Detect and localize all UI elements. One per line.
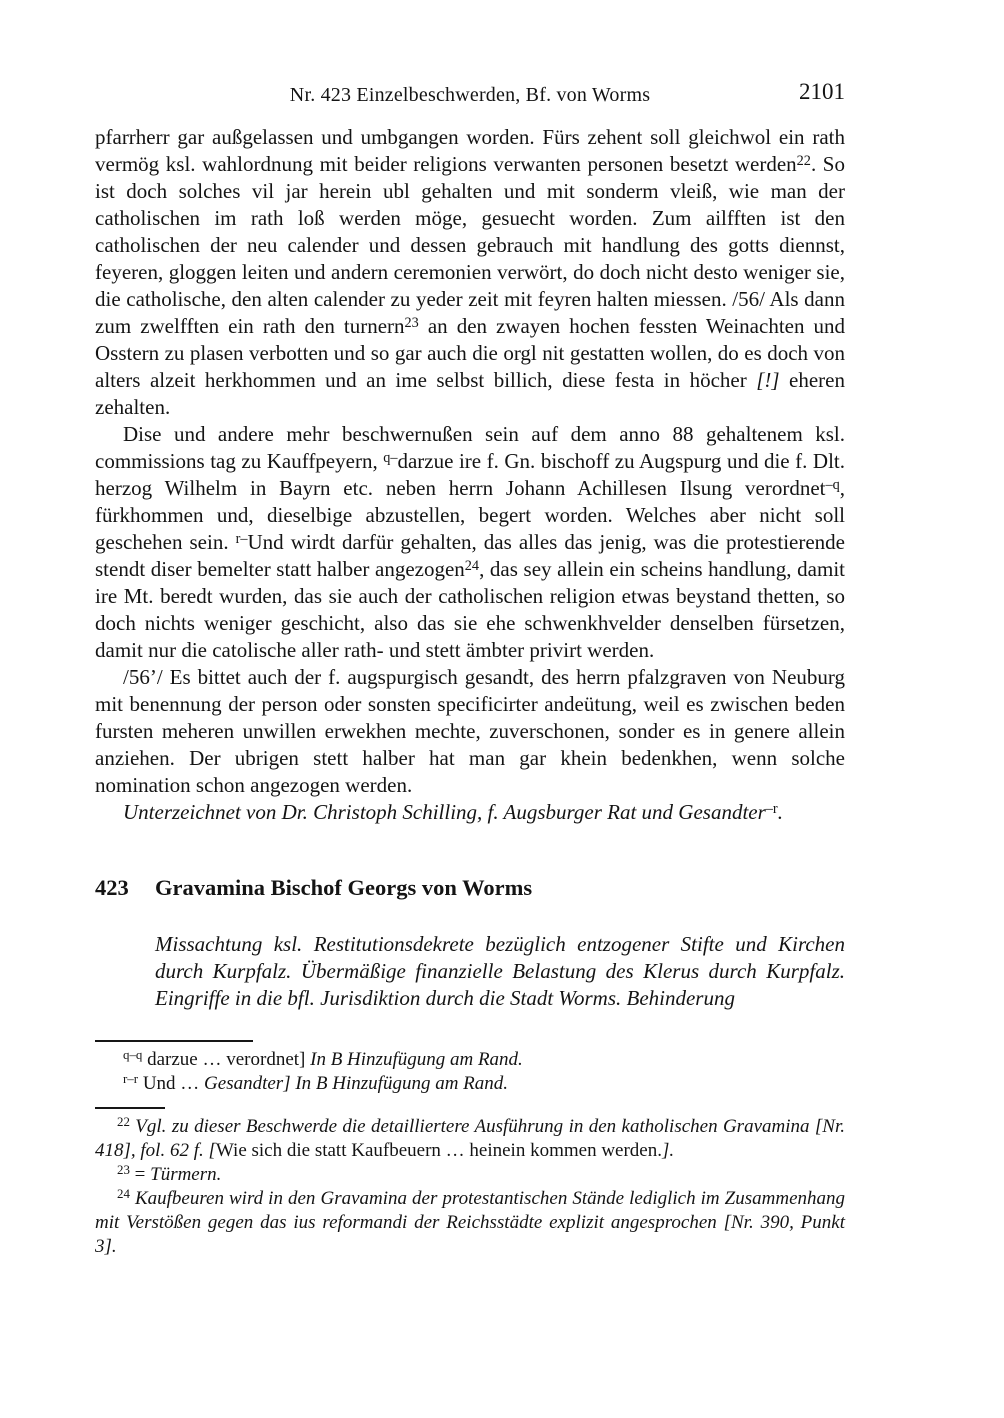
footnote: $^{24}$ Kaufbeuren wird in den Gravamina der protestantischen Stände lediglich im Zusammenhang mit Verstößen gegen das ius reformandi der Reichsstädte explizit angesprochen [Nr. 390, Punkt 3].: [95, 1186, 846, 1257]
body-paragraph: pfarrherr gar außgelassen und umbgangen worden. Fürs zehent soll gleichwol ein rath vermög ksl. wahlordnung mit beider religions verwanten personen besetzt werden$^{22}$. So ist doch solches vil jar herein ubl gehalten und mit sonderm vleiß, wie man der catholischen im rath loß werden möge, gesuecht worden. Zum ailfften ist den catholischen der neu calender und dessen gebrauch mit handlung des gotts diennst, feyeren, gloggen leiten und andern ceremonien verwört, do doch nicht desto weniger sie, die catholische, den alten calender zu yeder zeit mit feyren halten miessen. /56/ Als dann zum zwelfften ein rath den turnern$^{23}$ an den zwayen hochen fessten Weinachten und Osstern zu plasen verbotten und so gar auch die orgl nit gestatten wollen, do es doch von alters alzeit herkhommen und an ime selbst billich, diese festa in höcher [!] eheren zehalten.: [95, 125, 846, 419]
section-title: Gravamina Bischof Georgs von Worms: [155, 875, 533, 900]
footnote-divider-rule: [95, 1107, 165, 1109]
text-block: [95, 79, 846, 1259]
running-header: [95, 79, 845, 108]
critical-apparatus: [95, 1048, 845, 1096]
apparatus-line: $^{q-q}$ darzue … verordnet] In B Hinzufügung am Rand.: [123, 1047, 523, 1070]
running-title: Nr. 423 Einzelbeschwerden, Bf. von Worms: [289, 84, 651, 106]
body-paragraph: Dise und andere mehr beschwernußen sein auf dem anno 88 gehaltenem ksl. commissions tag zu Kauffpeyern, $^{q-}$darzue ire f. Gn. bischoff zu Augspurg und die f. Dlt. herzog Wilhelm in Bayrn etc. neben herrn Johann Achillesen Ilsung verordnet$^{-q}$, fürkhommen und, dieselbige abzustellen, begert worden. Welches aber nicht soll geschehen sein. $^{r-}$Und wirdt darfür gehalten, das alles das jenig, was die protestierende stendt diser bemelter statt halber angezogen$^{24}$, das sey allein ein scheins handlung, damit ire Mt. beredt wurden, das sie auch der catholischen religion etwas beystand thetten, so doch nichts weniger geschicht, also das sie ehe schwenkhvelder denselben fürsetzen, damit nur die catolische aller rath- und stett ämbter privirt werden.: [95, 422, 845, 662]
section-number: 423: [95, 875, 129, 900]
footnotes: [95, 1115, 845, 1259]
apparatus-line: $^{r-r}$ Und … Gesandter] In B Hinzufügung am Rand.: [123, 1071, 509, 1094]
signature-line: Unterzeichnet von Dr. Christoph Schilling, f. Augsburger Rat und Gesandter$^{-r}$.: [123, 800, 783, 824]
page-number: 2101: [799, 79, 845, 104]
apparatus-divider-rule: [95, 1040, 253, 1042]
footnote: $^{22}$ Vgl. zu dieser Beschwerde die detailliertere Ausführung in den katholischen Gravamina [Nr. 418], fol. 62 f. [Wie sich die statt Kaufbeuern … heinein kommen werden.].: [95, 1114, 846, 1161]
section-heading: [95, 874, 845, 901]
section-summary: Missachtung ksl. Restitutionsdekrete bezüglich entzogener Stifte und Kirchen durch Kurpfalz. Übermäßige finanzielle Belastung des Klerus durch Kurpfalz. Eingriffe in die bfl. Jurisdiktion durch die Stadt Worms. Behinderung: [155, 932, 845, 1010]
body-paragraph: /56’/ Es bittet auch der f. augspurgisch gesandt, des herrn pfalzgraven von Neuburg mit benennung der person oder sonsten specificirter andeütung, weil es zwischen beden fursten meheren unwillen erwekhen mechte, zuverschonen, sonder es in genere allein anziehen. Der ubrigen stett halber hat man gar khein bedenkhen, wenn solche nomination schon angezogen werden.: [95, 665, 845, 797]
footnote: $^{23}$ = Türmern.: [117, 1162, 222, 1185]
